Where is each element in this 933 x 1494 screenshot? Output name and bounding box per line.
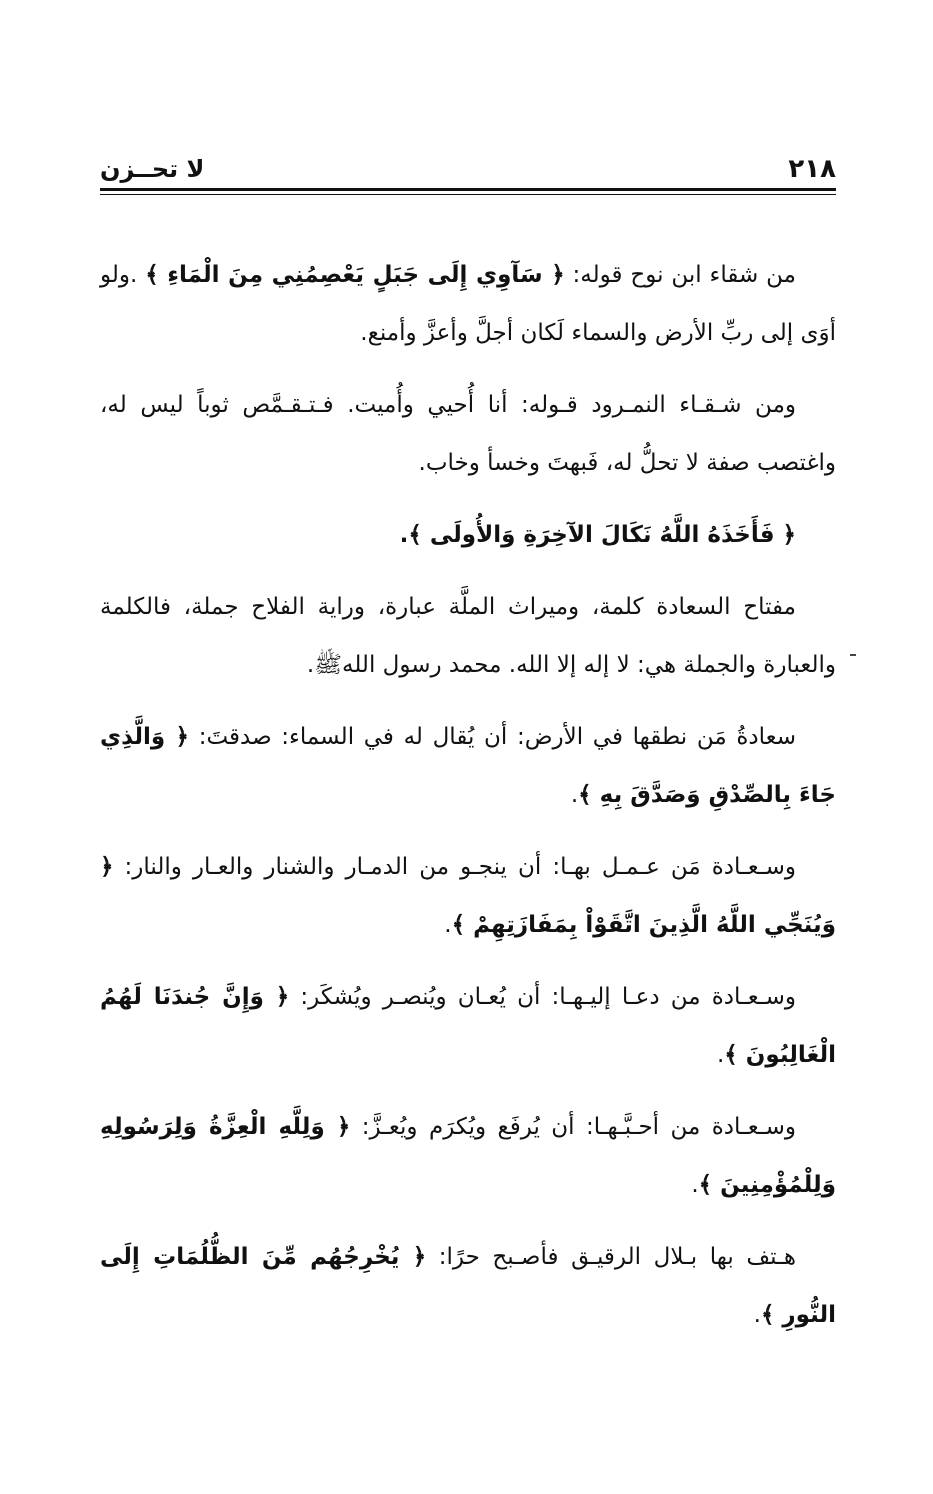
margin-mark <box>850 654 856 656</box>
paragraph-text: ومن شـقـاء النمـرود قـوله: أنا أُحيي وأُميت. فـتـقـمَّص ثوباً ليس له، واغتصب صفة لا تحلُّ له، فَبهتَ وخسأ وخاب. <box>100 392 836 476</box>
quran-verse: ﴿ يُخْرِجُهُم مِّنَ الظُّلُمَاتِ إِلَى النُّورِ ﴾ <box>100 1244 836 1328</box>
paragraph-text: . <box>399 522 409 548</box>
paragraph-text: . <box>716 1042 725 1068</box>
quran-verse: ﴿ فَأَخَذَهُ اللَّهُ نَكَالَ الآخِرَةِ وَالأُولَى ﴾ <box>408 522 796 548</box>
paragraph-text: وسـعـادة مَن عـمـل بهـا: أن ينجـو من الدمـار والشنار والعـار والنار: <box>113 854 796 880</box>
paragraph-text: . <box>570 782 579 808</box>
quran-verse: ﴿ وَلِلَّهِ الْعِزَّةُ وَلِرَسُولِهِ وَلِلْمُؤْمِنِينَ ﴾ <box>100 1114 836 1198</box>
paragraph-text: مفتاح السعادة كلمة، وميراث الملَّة عبارة، وراية الفلاح جملة، فالكلمة والعبارة والجملة هي: لا إله إلا الله. محمد رسول اللهﷺ. <box>100 594 836 678</box>
paragraph-who-loves <box>100 1098 836 1214</box>
paragraph-nimrod <box>100 376 836 492</box>
page-body <box>100 246 836 1358</box>
paragraph-text: . <box>691 1172 699 1198</box>
paragraph-text: . <box>444 912 452 938</box>
page-number: ٢١٨ <box>788 154 836 184</box>
header-rule-thick <box>100 188 836 191</box>
quran-verse: ﴿ وَيُنَجِّي اللَّهُ الَّذِينَ اتَّقَوْاْ بِمَفَازَتِهِمْ ﴾ <box>100 854 836 938</box>
quran-verse: ﴿ وَالَّذِي جَاءَ بِالصِّدْقِ وَصَدَّقَ بِهِ ﴾ <box>100 724 836 808</box>
paragraph-text: . <box>753 1302 761 1328</box>
header-rule-thin <box>100 194 836 195</box>
paragraph-text: وسـعـادة من أحـبَّـهـا: أن يُرفَع ويُكرَم ويُعـزَّ: <box>350 1114 796 1140</box>
paragraph-text: سعادةُ مَن نطقها في الأرض: أن يُقال له في السماء: صدقتَ: <box>189 724 796 750</box>
book-title: لا تحــزن <box>100 155 205 183</box>
paragraph-who-acts <box>100 838 836 954</box>
quran-verse: ﴿ وَإِنَّ جُندَنَا لَهُمُ الْغَالِبُونَ ﴾ <box>100 984 836 1068</box>
paragraph-ibn-nuh <box>100 246 836 362</box>
paragraph-key-of-happiness <box>100 578 836 694</box>
paragraph-verse-punishment <box>100 506 836 564</box>
paragraph-text: من شقاء ابن نوح قوله: <box>564 262 796 288</box>
paragraph-who-utters <box>100 708 836 824</box>
paragraph-bilal <box>100 1228 836 1344</box>
quran-verse: ﴿ سَآوِي إِلَى جَبَلٍ يَعْصِمُنِي مِنَ الْمَاءِ ﴾ <box>145 262 565 288</box>
page-header <box>100 152 836 188</box>
paragraph-text: وسـعـادة من دعـا إليـهـا: أن يُعـان ويُنصـر ويُشكَر: <box>289 984 796 1010</box>
paragraph-text: هـتف بها بـلال الرقيـق فأصـبح حرًا: <box>426 1244 796 1270</box>
paragraph-who-calls <box>100 968 836 1084</box>
paragraph-text: .ولو أوَى إلى ربِّ الأرض والسماء لَكان أجلَّ وأعزَّ وأمنع. <box>100 262 836 346</box>
